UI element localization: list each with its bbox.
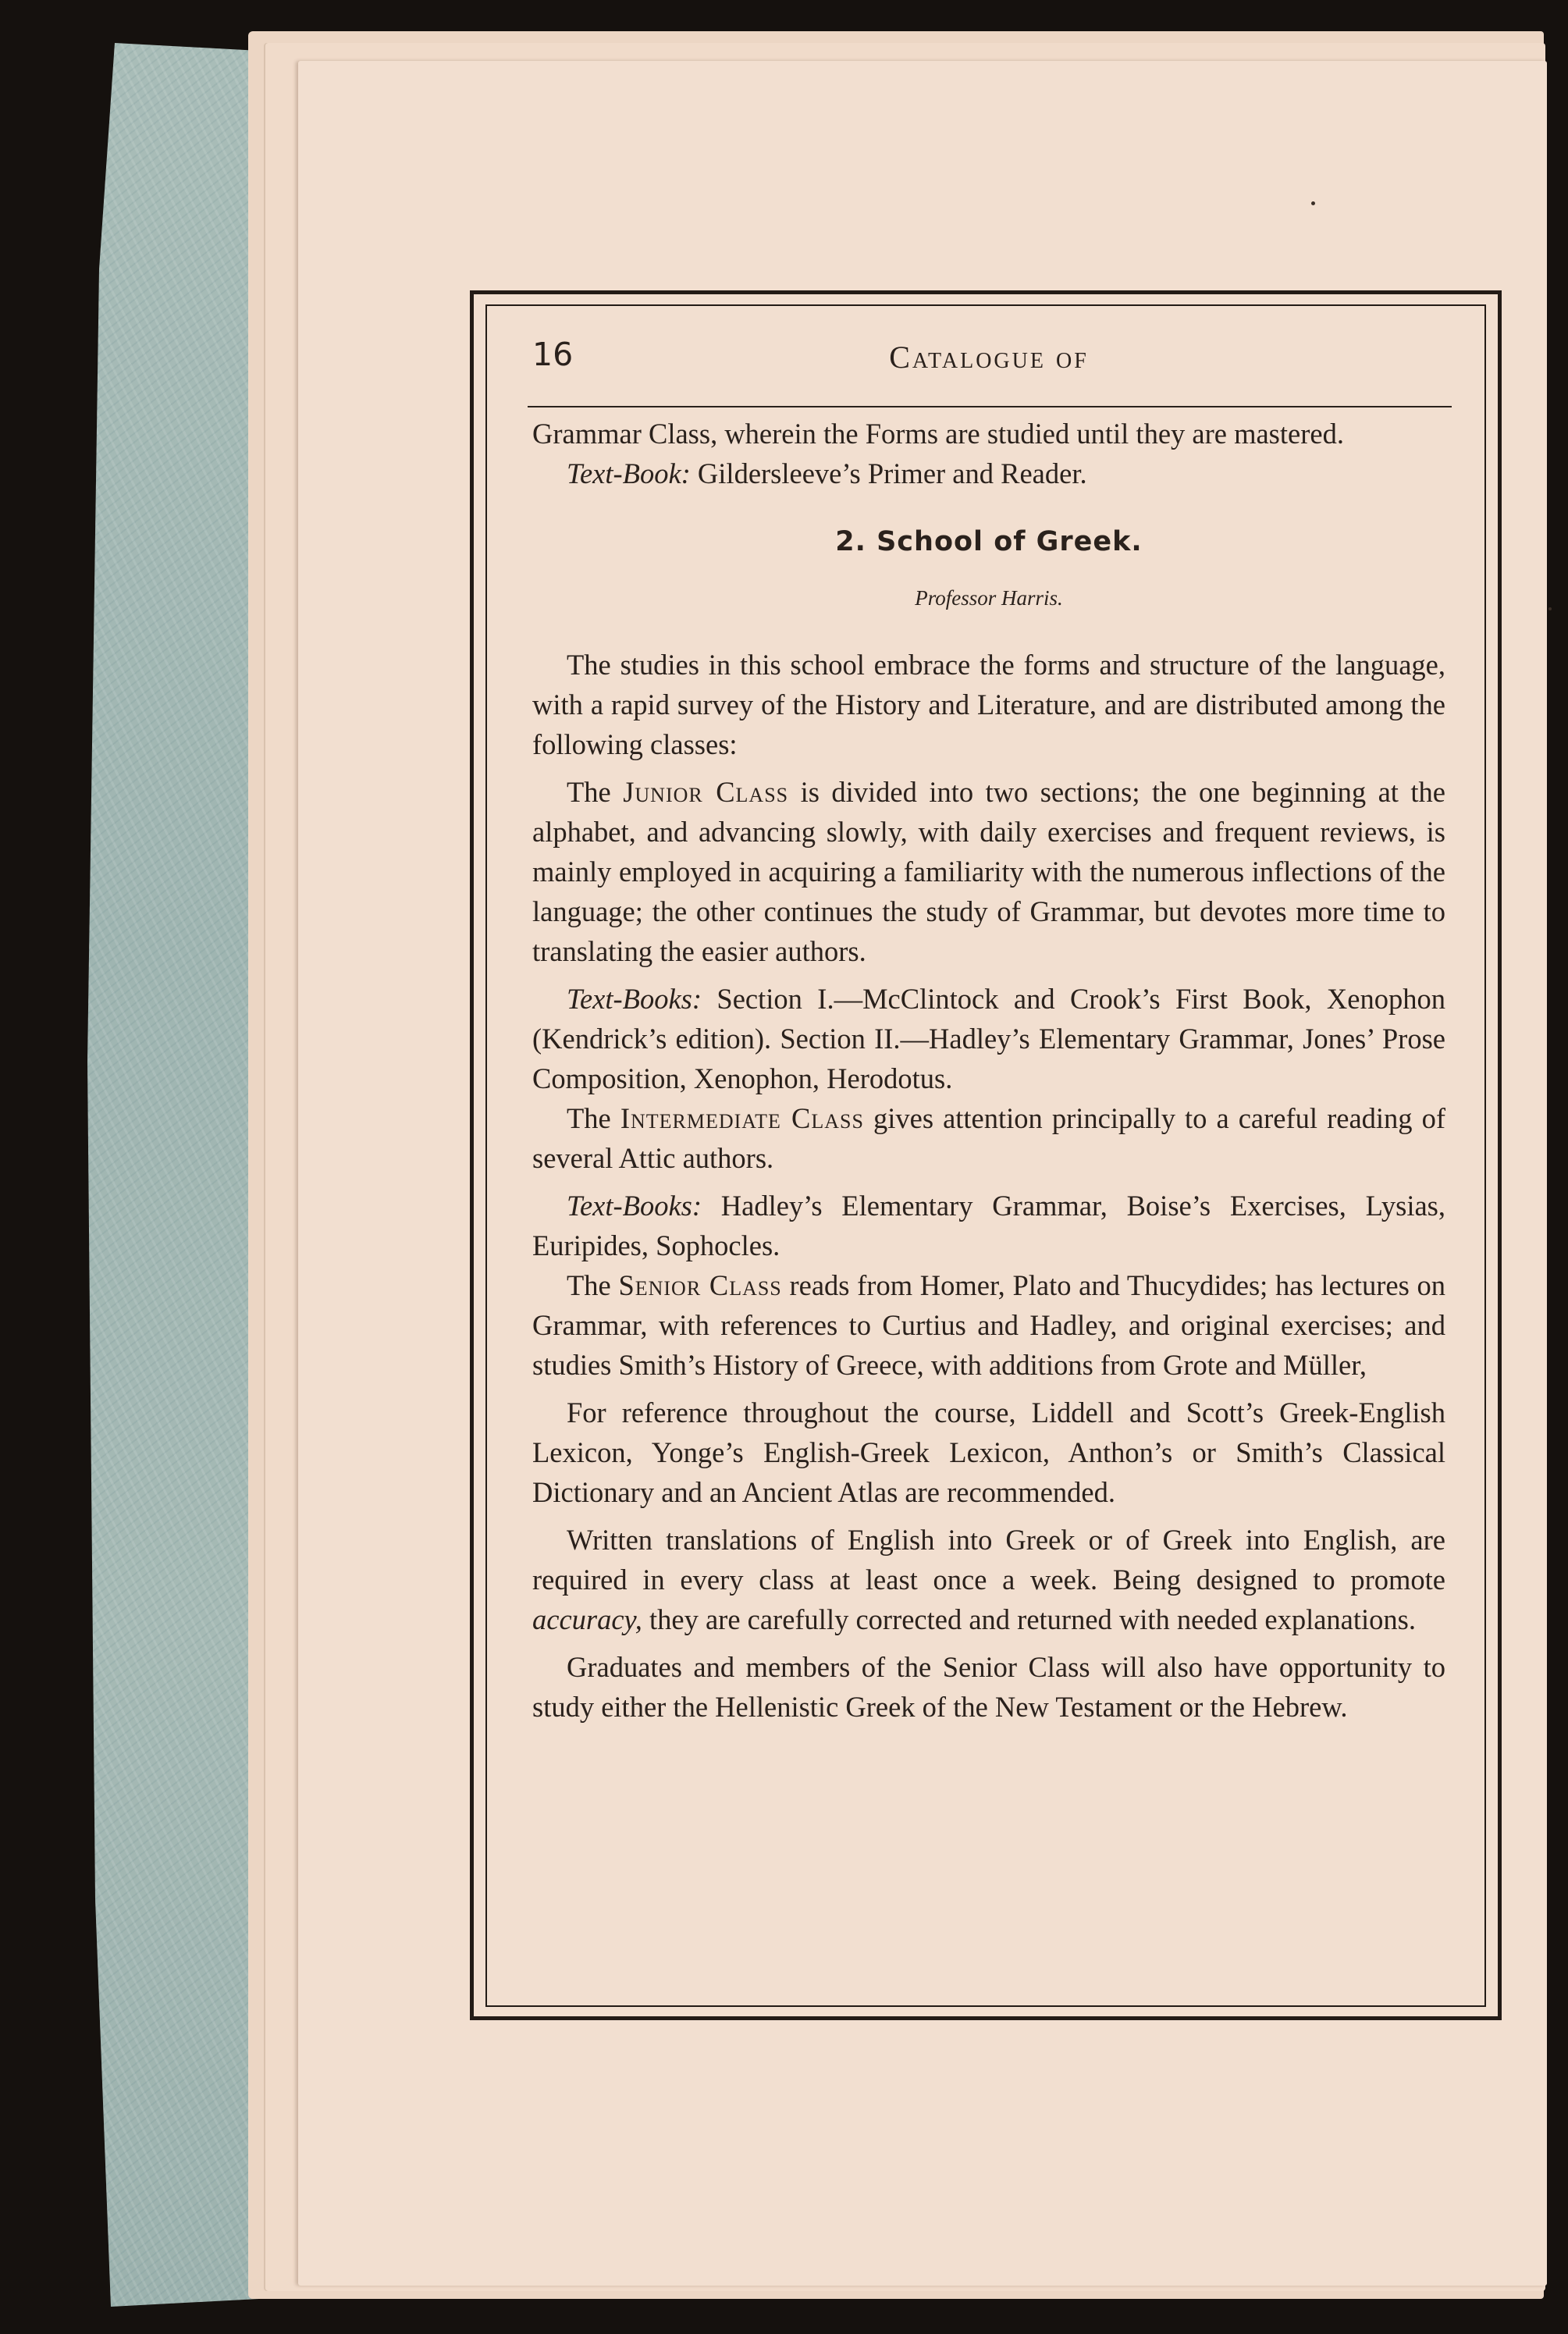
paragraph-senior-class [532,1265,1445,1385]
translations-text-a: Written translations of English into Greek or of Greek into English, are required in every class at least once a week. Being designed to promote [532,1524,1445,1596]
page-number: 16 [532,336,574,373]
text-book-label: Text-Book: [567,457,691,489]
junior-class-name: Junior Class [623,776,789,808]
paragraph-intermediate-text-books [532,1186,1445,1265]
paragraph-intermediate-class [532,1098,1445,1178]
intermediate-text-books-label: Text-Books: [567,1190,702,1222]
paragraph-text-book [532,454,1445,493]
senior-class-name: Senior Class [618,1269,782,1301]
intermediate-lead: The [567,1102,620,1134]
paragraph-translations [532,1520,1445,1639]
professor-name: Professor Harris. [915,586,1063,610]
paragraph-junior-text-books [532,979,1445,1098]
junior-class-text: is divided into two sections; the one beginning at the alphabet, and advancing slowly, with daily exercises and frequent reviews, is mainly employed in acquiring a familiarity with the numerous inflections of the language; the other continues the study of Grammar, but devotes more time to translating the easier authors. [532,776,1445,967]
paragraph-grammar-class: Grammar Class, wherein the Forms are studied until they are mastered. [532,418,1344,450]
running-title: Catalogue of [889,340,1089,375]
junior-lead: The [567,776,624,808]
page-header [532,328,1445,414]
page-text-block [532,328,1445,1727]
junior-text-books-list: Section I.—McClintock and Crook’s First Book, Xenophon (Kendrick’s edition). Section II.—Hadley’s Elementary Grammar, Jones’ Prose Composition, Xenophon, Herodotus. [532,983,1445,1094]
senior-class-text: reads from Homer, Plato and Thucydides; has lectures on Grammar, with references to Curtius and Hadley, and original exercises; and studies Smith’s History of Greece, with additions from Grote and Müller, [532,1269,1445,1381]
junior-text-books-label: Text-Books: [567,983,702,1015]
paper-speck [1548,607,1552,610]
paragraph-junior-class [532,772,1445,971]
translations-text-b: they are carefully corrected and returned with needed explanations. [642,1603,1416,1635]
intermediate-class-text: gives attention principally to a careful reading of several Attic authors. [532,1102,1445,1174]
intermediate-text-books-list: Hadley’s Elementary Grammar, Boise’s Exercises, Lysias, Euripides, Sophocles. [532,1190,1445,1261]
intermediate-class-name: Intermediate Class [620,1102,864,1134]
section-heading: 2. School of Greek. [835,526,1143,557]
senior-lead: The [567,1269,619,1301]
paragraph-studies: The studies in this school embrace the forms and structure of the language, with a rapid survey of the History and Literature, and are distributed among the following classes: [532,649,1445,760]
paragraph-graduates: Graduates and members of the Senior Class will also have opportunity to study either the Hellenistic Greek of the New Testament or the Hebrew. [532,1651,1445,1723]
text-book-title: Gildersleeve’s Primer and Reader. [690,457,1087,489]
header-rule [528,406,1452,407]
paragraph-reference: For reference throughout the course, Liddell and Scott’s Greek-English Lexicon, Yonge’s English-Greek Lexicon, Anthon’s or Smith’s Classical Dictionary and an Ancient Atlas are recommended. [532,1396,1445,1508]
paper-speck [1311,201,1315,205]
translations-emphasis: accuracy, [532,1603,642,1635]
